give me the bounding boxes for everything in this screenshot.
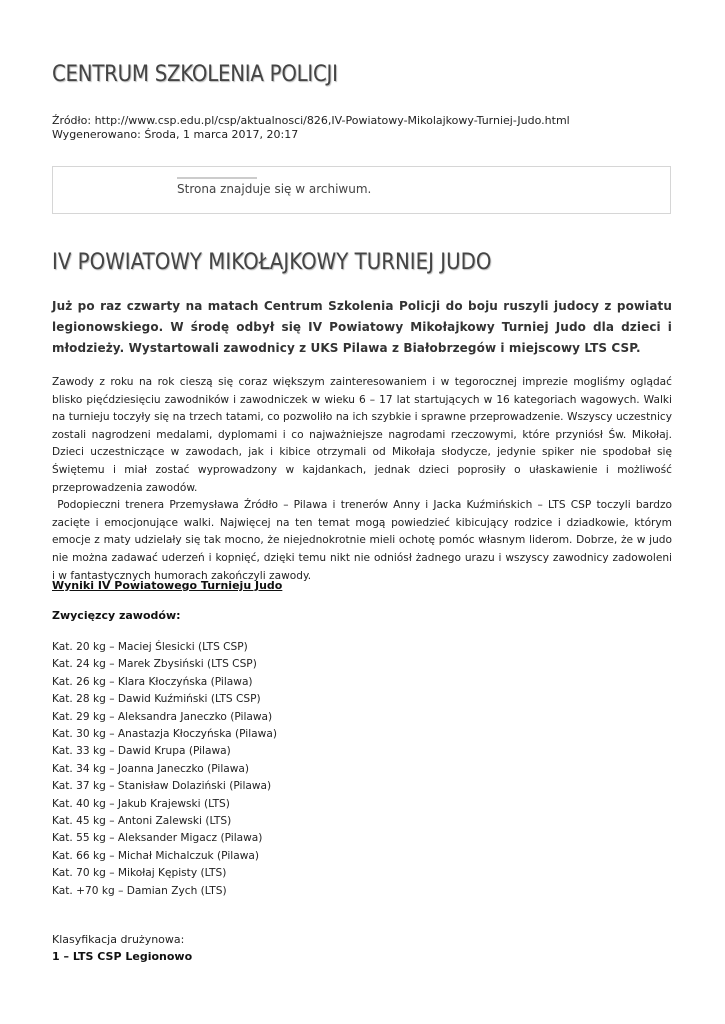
article-paragraph: Podopieczni trenera Przemysława Źródło – Pilawa i trenerów Anny i Jacka Kuźmińskich – LTS CSP toczyli bardzo zacięte i emocjonujące walki. Najwięcej na ten temat mogą powiedzieć kibicujący rodzice i dziadkowie, którym emocje z maty udzielały się tak mocno, że niejednokrotnie mieli ochotę pomóc własnym liderom. Dobrze, że w judo nie można zadawać uderzeń i kopnięć, dzięki temu nikt nie odniósł żadnego urazu i wszyscy zawodnicy zadowoleni i w fantastycznych humorach zakończyli zawody. (52, 499, 679, 582)
article-lead: Już po raz czwarty na matach Centrum Szkolenia Policji do boju ruszyli judocy z powiatu legionowskiego. W środę odbył się IV Powiatowy Mikołajkowy Turniej Judo dla dzieci i młodzieży. Wystartowali zawodnicy z UKS Pilawa z Białobrzegów i miejscowy LTS CSP. (52, 299, 672, 355)
source-url: Źródło: http://www.csp.edu.pl/csp/aktualnosci/826,IV-Powiatowy-Mikolajkowy-Turniej-Judo.html (52, 114, 570, 127)
archive-divider (177, 177, 257, 179)
results-heading: Wyniki IV Powiatowego Turnieju Judo (52, 579, 283, 592)
team-classification-first: 1 – LTS CSP Legionowo (52, 950, 193, 963)
list-item: Kat. 29 kg – Aleksandra Janeczko (Pilawa) (52, 710, 273, 723)
document-meta (52, 114, 570, 142)
archive-notice: Strona znajduje się w archiwum. (177, 182, 372, 196)
list-item: Kat. 26 kg – Klara Kłoczyńska (Pilawa) (52, 675, 253, 688)
winners-list (52, 639, 277, 900)
team-classification-label: Klasyfikacja drużynowa: (52, 933, 185, 946)
archive-notice-box (52, 166, 671, 214)
list-item: Kat. 20 kg – Maciej Ślesicki (LTS CSP) (52, 641, 248, 653)
site-title: CENTRUM SZKOLENIA POLICJI (52, 62, 338, 87)
list-item: Kat. 45 kg – Antoni Zalewski (LTS) (52, 815, 232, 828)
list-item: Kat. +70 kg – Damian Zych (LTS) (52, 884, 227, 897)
list-item: Kat. 30 kg – Anastazja Kłoczyńska (Pilawa) (52, 728, 277, 741)
list-item: Kat. 66 kg – Michał Michalczuk (Pilawa) (52, 849, 259, 862)
list-item: Kat. 34 kg – Joanna Janeczko (Pilawa) (52, 762, 250, 775)
article-body (52, 374, 679, 585)
list-item: Kat. 70 kg – Mikołaj Kępisty (LTS) (52, 867, 227, 880)
list-item: Kat. 28 kg – Dawid Kuźmiński (LTS CSP) (52, 693, 261, 706)
list-item: Kat. 55 kg – Aleksander Migacz (Pilawa) (52, 832, 263, 845)
list-item: Kat. 24 kg – Marek Zbysiński (LTS CSP) (52, 658, 257, 671)
article-paragraph: Zawody z roku na rok cieszą się coraz większym zainteresowaniem i w tegorocznej imprezie mogliśmy oglądać blisko pięćdziesięciu zawodników i zawodniczek w wieku 6 – 17 lat startujących w 16 kategoriach wagowych. Walki na turnieju toczyły się na trzech tatami, co pozwoliło na ich szybkie i sprawne przeprowadzenie. Wszyscy uczestnicy zostali nagrodzeni medalami, dyplomami i co najważniejsze nagrodami rzeczowymi, które przyniósł Św. Mikołaj. Dzieci uczestniczące w zawodach, jak i kibice otrzymali od Mikołaja słodycze, jedynie spiker nie spodobał się Świętemu i miał zostać wyprowadzony w kajdankach, jednak dzieci poprosiły o ułaskawienie i możliwość przeprowadzenia zawodów. (52, 376, 672, 494)
winners-heading: Zwycięzcy zawodów: (52, 609, 181, 622)
list-item: Kat. 40 kg – Jakub Krajewski (LTS) (52, 797, 230, 810)
article-title: IV POWIATOWY MIKOŁAJKOWY TURNIEJ JUDO (52, 250, 492, 275)
list-item: Kat. 33 kg – Dawid Krupa (Pilawa) (52, 745, 231, 758)
list-item: Kat. 37 kg – Stanisław Dolaziński (Pilawa) (52, 780, 272, 793)
generated-date: Wygenerowano: Środa, 1 marca 2017, 20:17 (52, 128, 299, 141)
